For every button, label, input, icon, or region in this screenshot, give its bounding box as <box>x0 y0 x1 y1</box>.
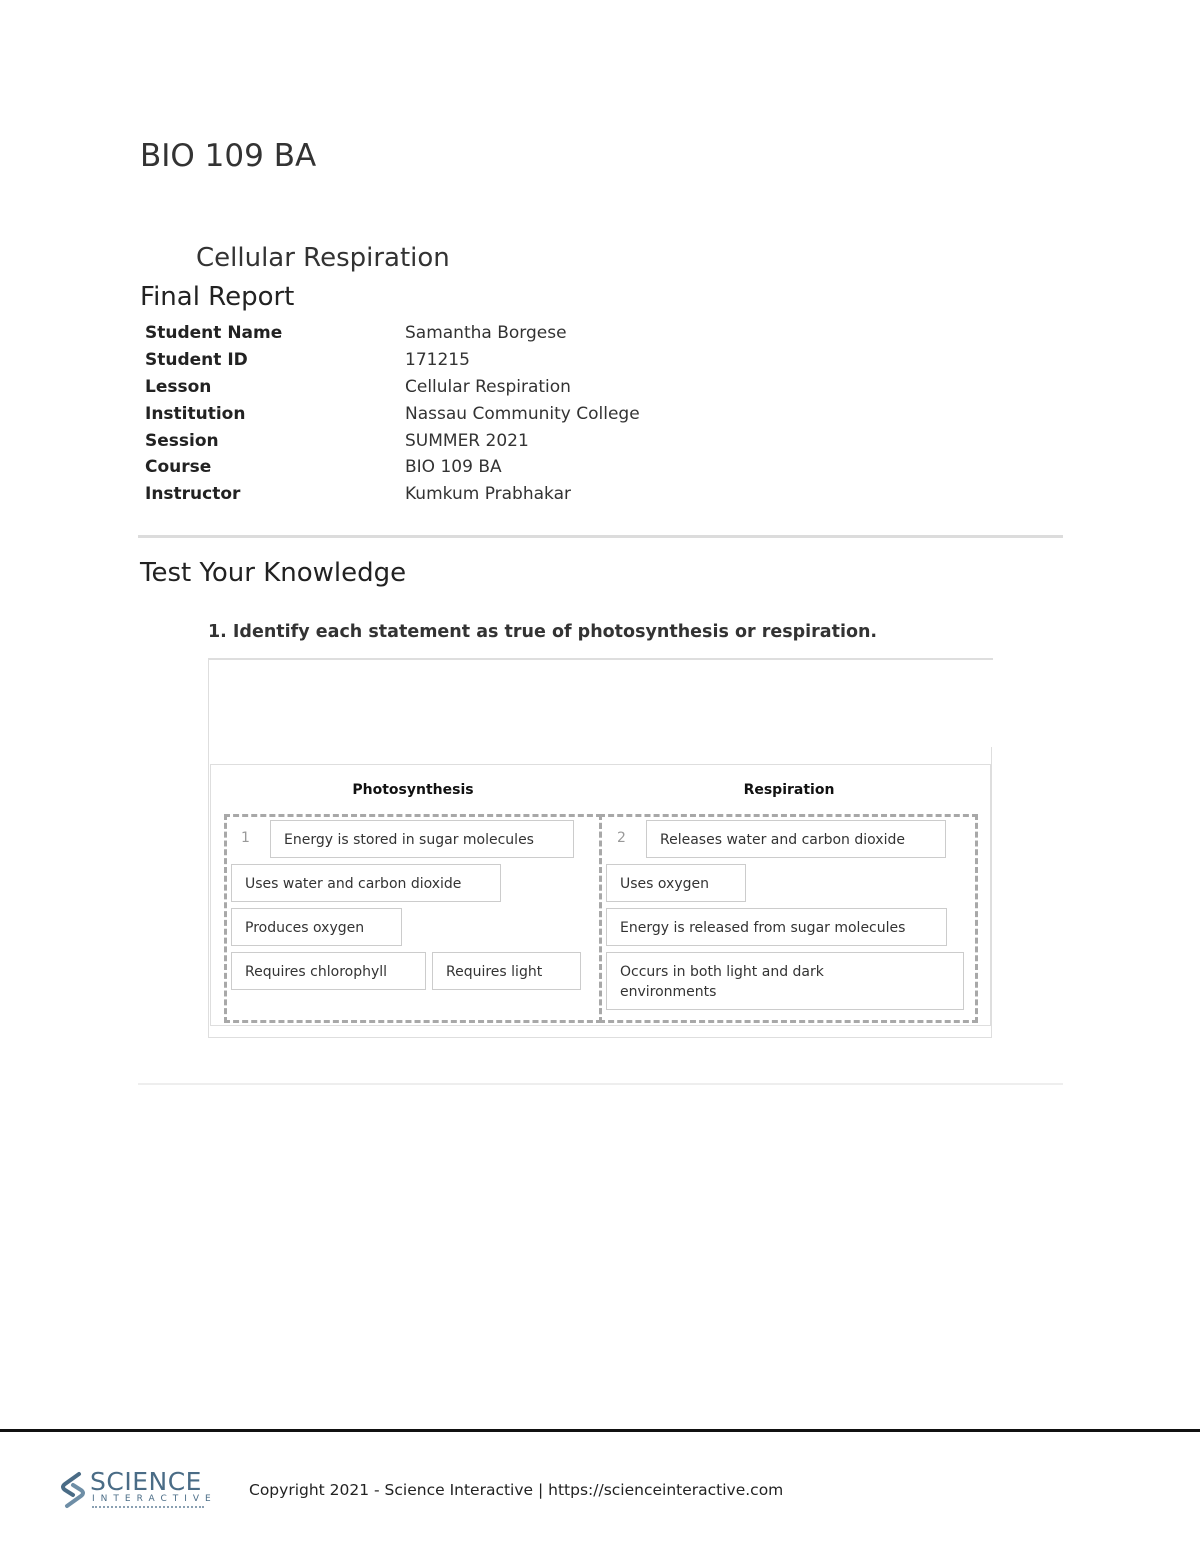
info-value: Cellular Respiration <box>405 376 571 397</box>
info-value: Nassau Community College <box>405 403 640 424</box>
science-interactive-logo-icon <box>57 1470 89 1510</box>
statement-card[interactable]: Energy is released from sugar molecules <box>606 908 947 946</box>
info-row <box>145 427 640 454</box>
section-title: Test Your Knowledge <box>140 558 407 588</box>
photosynthesis-number: 1 <box>241 830 250 846</box>
question-text: 1. Identify each statement as true of photosynthesis or respiration. <box>208 622 878 642</box>
statement-card[interactable]: Requires chlorophyll <box>231 952 426 990</box>
course-code: BIO 109 BA <box>140 138 317 174</box>
info-label: Course <box>145 457 212 478</box>
footer-divider <box>0 1429 1200 1432</box>
respiration-number: 2 <box>617 830 626 846</box>
statement-card[interactable]: Energy is stored in sugar molecules <box>270 820 574 858</box>
section-divider <box>138 535 1063 538</box>
info-row <box>145 400 640 427</box>
info-label: Instructor <box>145 484 241 505</box>
info-row <box>145 374 640 401</box>
statement-card[interactable]: Produces oxygen <box>231 908 402 946</box>
section-divider <box>138 1083 1063 1085</box>
statement-card[interactable]: Occurs in both light and dark environments <box>606 952 964 1010</box>
info-label: Student Name <box>145 323 283 344</box>
info-label: Lesson <box>145 376 212 397</box>
info-label: Institution <box>145 403 246 424</box>
logo-tagline-decoration <box>92 1506 204 1512</box>
info-value: Kumkum Prabhakar <box>405 484 571 505</box>
info-value: Samantha Borgese <box>405 323 567 344</box>
info-row <box>145 347 640 374</box>
info-value: 171215 <box>405 350 470 371</box>
frame-top-border <box>208 658 993 660</box>
info-row <box>145 320 640 347</box>
statement-card[interactable]: Releases water and carbon dioxide <box>646 820 946 858</box>
report-title: Final Report <box>140 282 295 312</box>
info-row <box>145 481 640 508</box>
statement-card[interactable]: Uses oxygen <box>606 864 746 902</box>
info-value: SUMMER 2021 <box>405 430 529 451</box>
logo-wordmark: SCIENCE <box>90 1467 202 1496</box>
student-info-table <box>145 320 640 508</box>
statement-card[interactable]: Requires light <box>432 952 581 990</box>
respiration-heading: Respiration <box>743 782 835 798</box>
logo-subtitle: INTERACTIVE <box>92 1494 217 1504</box>
statement-card[interactable]: Uses water and carbon dioxide <box>231 864 501 902</box>
info-value: BIO 109 BA <box>405 457 502 478</box>
photosynthesis-heading: Photosynthesis <box>352 782 474 798</box>
info-label: Student ID <box>145 350 248 371</box>
info-row <box>145 454 640 481</box>
frame-right-border <box>991 747 992 1038</box>
copyright-text: Copyright 2021 - Science Interactive | https://scienceinteractive.com <box>249 1481 784 1499</box>
lesson-title: Cellular Respiration <box>196 243 450 273</box>
info-label: Session <box>145 430 219 451</box>
